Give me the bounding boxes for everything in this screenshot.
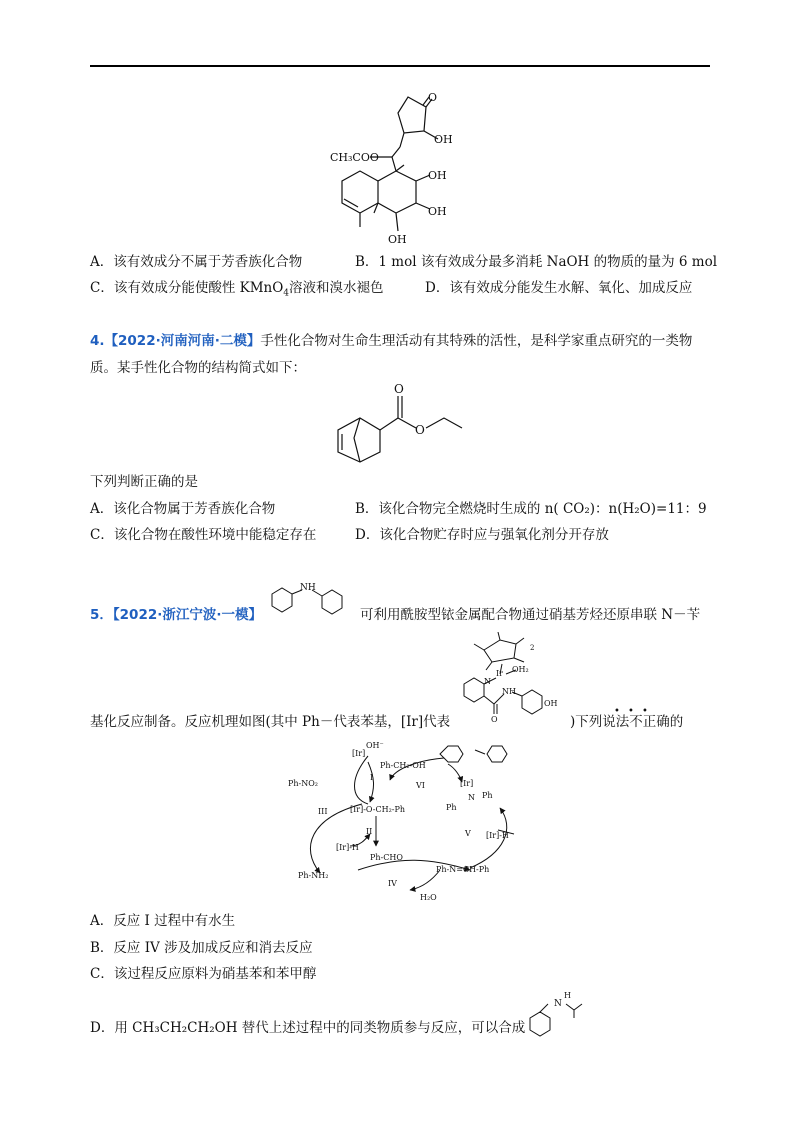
mech-step-vi: VI (416, 781, 425, 790)
q5-tag: 【2022·浙江宁波·一模】 (112, 607, 262, 623)
q5-product-nh: NH (300, 583, 316, 593)
mech-ir-top: [Ir] (352, 749, 366, 758)
q4-stem-line1 (90, 332, 692, 350)
emphasis-dot-1: • (614, 706, 620, 717)
q3-oh2-label: OH (428, 169, 447, 182)
q4-option-d: D．该化合物贮存时应与强氧化剂分开存放 (355, 527, 609, 543)
mechanism-diagram (280, 738, 550, 903)
q3-o-label: O (428, 91, 438, 104)
mech-ph-ch2oh: Ph-CH₂-OH (380, 761, 426, 770)
ir-oh2-label: OH₂ (512, 665, 529, 674)
q5-stem3: )下列说法不正确的 (570, 714, 684, 730)
q5-option-a: A．反应 I 过程中有水生 (90, 913, 236, 929)
mech-step-iv: IV (388, 879, 397, 888)
header-rule (90, 65, 710, 67)
mech-step-ii: II (366, 827, 373, 836)
emphasis-dot-2: • (628, 706, 634, 717)
mech-ir-h: [Ir]-H (336, 843, 359, 852)
q3-option-d: D．该有效成分能发生水解、氧化、加成反应 (425, 280, 693, 296)
q5-option-b: B．反应 IV 涉及加成反应和消去反应 (90, 940, 313, 956)
q4-option-a: A．该化合物属于芳香族化合物 (90, 501, 276, 517)
mech-step-iii: III (318, 807, 328, 816)
mech-ir-2: [Ir] (460, 779, 474, 788)
q5-option-d: D．用 CH₃CH₂CH₂OH 替代上述过程中的同类物质参与反应，可以合成 (90, 1020, 526, 1036)
q5-stem-line1 (90, 606, 262, 624)
q5-product-structure (262, 580, 357, 620)
q5-option-c: C．该过程反应原料为硝基苯和苯甲醇 (90, 966, 317, 982)
mech-step-v: V (465, 829, 471, 838)
q3-option-c-sub: 4 (283, 288, 290, 299)
q3-option-c-post: 溶液和溴水褪色 (289, 280, 384, 296)
q4-tag: 4.【2022·河南河南·二模】 (90, 333, 261, 349)
mech-n: N (468, 793, 475, 802)
q3-option-a: A．该有效成分不属于芳香族化合物 (90, 254, 303, 270)
mech-h2o: H₂O (420, 893, 437, 902)
ir-complex-structure (450, 632, 590, 722)
ir-label: Ir (496, 669, 503, 678)
q4-stem1: 手性化合物对生命生理活动有其特殊的活性，是科学家重点研究的一类物 (260, 333, 693, 349)
mech-ph-b: Ph (482, 791, 493, 800)
emphasis-dot-3: • (642, 706, 648, 717)
q5-d-h-label: H (564, 991, 571, 1000)
q4-stem2: 质。某手性化合物的结构简式如下： (90, 360, 306, 376)
q3-oh3-label: OH (428, 205, 447, 218)
q3-oh4-label: OH (388, 233, 407, 246)
q3-structure (330, 85, 500, 250)
q4-question: 下列判断正确的是 (90, 474, 198, 490)
q4-o1-label: O (394, 382, 404, 396)
mech-ir-och2ph: [Ir]-O-CH₂-Ph (350, 805, 406, 814)
q3-option-c (90, 279, 384, 303)
mech-ph-no2: Ph-NO₂ (288, 779, 319, 788)
q4-structure (320, 380, 480, 470)
ir-o-label: O (491, 715, 498, 722)
ir-two-label: 2 (530, 644, 535, 652)
q4-option-c: C．该化合物在酸性环境中能稳定存在 (90, 527, 317, 543)
mech-oh-minus: OH⁻ (366, 741, 384, 750)
q5-stem2: 基化反应制备。反应机理如图(其中 Ph－代表苯基，[Ir]代表 (90, 714, 451, 730)
mech-ph-nh2: Ph-NH₂ (298, 871, 329, 880)
q3-option-b: B．1 mol 该有效成分最多消耗 NaOH 的物质的量为 6 mol (355, 254, 718, 270)
q5-option-d-structure (522, 990, 592, 1040)
q4-option-b: B．该化合物完全燃烧时生成的 n( CO₂)：n(H₂O)=11：9 (355, 501, 707, 517)
mech-ir-h2: [Ir]-H (486, 831, 509, 840)
q4-o2-label: O (415, 423, 425, 437)
ir-oh-label: OH (544, 699, 558, 708)
mech-step-i: I (370, 773, 374, 782)
mech-ph-n-ch-ph: Ph-N=CH-Ph (436, 865, 490, 874)
q5-num: 5． (90, 607, 113, 623)
q3-oh1-label: OH (434, 133, 453, 146)
mech-ph-cho: Ph-CHO (370, 853, 403, 862)
mech-ph-a: Ph (446, 803, 457, 812)
q5-d-n-label: N (554, 999, 562, 1009)
q3-ch3coo-label: CH₃COO (330, 151, 379, 164)
ir-nh-label: NH (502, 687, 516, 696)
q3-option-c-pre: C．该有效成分能使酸性 KMnO (90, 280, 284, 296)
q5-stem1: 可利用酰胺型铱金属配合物通过硝基芳烃还原串联 N－苄 (360, 607, 701, 623)
ir-n-label: N (484, 677, 491, 686)
